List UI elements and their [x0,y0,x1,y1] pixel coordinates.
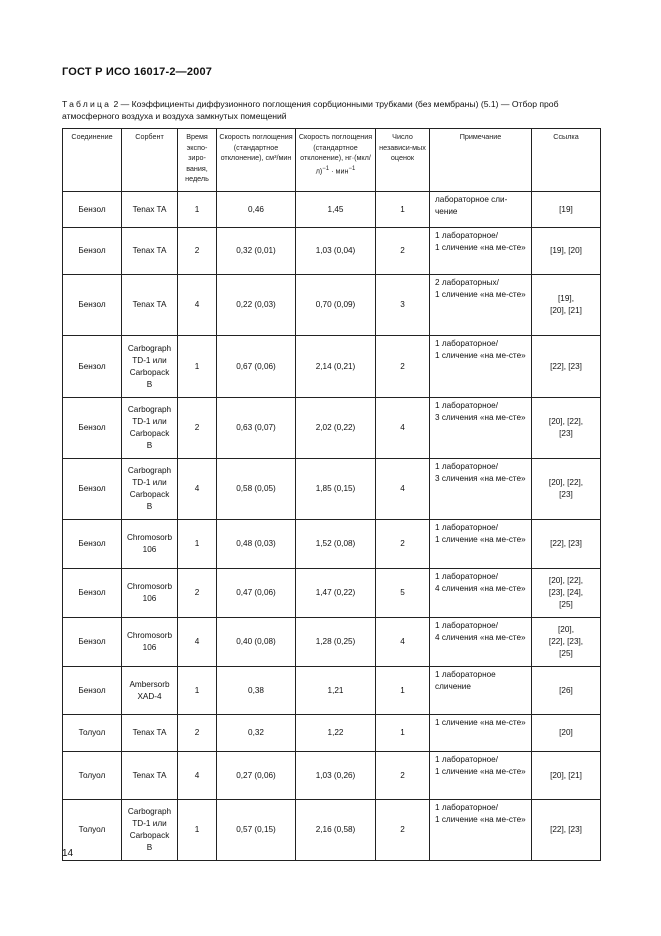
table-row [63,228,601,275]
cell-compound: Толуол [63,715,122,752]
cell-uptake-rate-cm3: 0,32 [217,715,296,752]
cell-uptake-rate-cm3: 0,38 [217,667,296,715]
cell-note: 1 лабораторное/ 1 сличение «на ме-сте» [430,800,532,861]
cell-uptake-rate-ng: 2,14 (0,21) [296,336,376,398]
col-header-sorbent: Сорбент [122,129,178,192]
cell-compound: Бензол [63,459,122,520]
cell-exposure-time: 2 [178,715,217,752]
cell-independent-estimates: 5 [376,569,430,618]
col-header-uptake-rate-cm3: Скорость поглощения (стандартное отклонение), см³/мин [217,129,296,192]
cell-sorbent: Carbograph TD-1 или Carbopack B [122,800,178,861]
cell-independent-estimates: 2 [376,228,430,275]
table-row [63,336,601,398]
table-row [63,715,601,752]
cell-uptake-rate-ng: 1,45 [296,192,376,228]
col-header-uptake-rate-ng [296,129,376,192]
cell-sorbent: Tenax TA [122,228,178,275]
cell-independent-estimates: 4 [376,398,430,459]
cell-reference: [20], [22], [23] [532,459,601,520]
cell-uptake-rate-ng: 1,03 (0,26) [296,752,376,800]
cell-compound: Бензол [63,398,122,459]
cell-independent-estimates: 2 [376,520,430,569]
cell-uptake-rate-ng: 1,21 [296,667,376,715]
cell-note: 1 лабораторное/ 3 сличения «на ме-сте» [430,398,532,459]
cell-compound: Бензол [63,192,122,228]
cell-note: 2 лабораторных/ 1 сличение «на ме-сте» [430,275,532,336]
cell-note: 1 лабораторное/ 1 сличение «на ме-сте» [430,228,532,275]
cell-reference: [20], [22], [23], [25] [532,618,601,667]
cell-note: 1 лабораторное/ 1 сличение «на ме-сте» [430,752,532,800]
cell-uptake-rate-ng: 1,22 [296,715,376,752]
uptake-rate-ng-min: · мин [329,165,349,175]
cell-note: 1 сличение «на ме-сте» [430,715,532,752]
cell-exposure-time: 4 [178,618,217,667]
col-header-exposure-time: Время экспо-зиро-вания, недель [178,129,217,192]
table-row [63,398,601,459]
cell-sorbent: Ambersorb XAD-4 [122,667,178,715]
cell-independent-estimates: 1 [376,715,430,752]
cell-exposure-time: 1 [178,336,217,398]
cell-sorbent: Chromosorb 106 [122,569,178,618]
cell-uptake-rate-cm3: 0,46 [217,192,296,228]
table-row [63,192,601,228]
caption-label: Таблица [62,99,112,109]
cell-uptake-rate-cm3: 0,27 (0,06) [217,752,296,800]
cell-sorbent: Tenax TA [122,192,178,228]
cell-compound: Бензол [63,520,122,569]
cell-compound: Толуол [63,800,122,861]
cell-note: 1 лабораторное/ 4 сличения «на ме-сте» [430,618,532,667]
cell-note: 1 лабораторное/ 1 сличение «на ме-сте» [430,336,532,398]
cell-uptake-rate-ng: 2,02 (0,22) [296,398,376,459]
table-row [63,752,601,800]
cell-independent-estimates: 1 [376,667,430,715]
cell-note: 1 лабораторное/ 1 сличение «на ме-сте» [430,520,532,569]
uptake-rate-ng-exp1: −1 [322,165,330,172]
cell-sorbent: Chromosorb 106 [122,520,178,569]
cell-reference: [22], [23] [532,800,601,861]
cell-exposure-time: 2 [178,228,217,275]
cell-sorbent: Tenax TA [122,752,178,800]
cell-independent-estimates: 2 [376,336,430,398]
cell-uptake-rate-cm3: 0,47 (0,06) [217,569,296,618]
cell-uptake-rate-ng: 1,03 (0,04) [296,228,376,275]
cell-reference: [26] [532,667,601,715]
diffusive-uptake-table [62,128,601,861]
cell-exposure-time: 1 [178,800,217,861]
cell-compound: Бензол [63,336,122,398]
cell-independent-estimates: 4 [376,459,430,520]
cell-uptake-rate-cm3: 0,32 (0,01) [217,228,296,275]
caption-text: 2 — Коэффициенты диффузионного поглощения сорбционными трубками (без мембраны) (5.1) — Отбор проб атмосферного воздуха и воздуха замкнутых помещений [62,99,559,121]
cell-reference: [20], [22], [23] [532,398,601,459]
cell-uptake-rate-ng: 2,16 (0,58) [296,800,376,861]
cell-exposure-time: 4 [178,275,217,336]
cell-independent-estimates: 3 [376,275,430,336]
cell-uptake-rate-cm3: 0,63 (0,07) [217,398,296,459]
table-caption [62,98,602,122]
cell-exposure-time: 1 [178,667,217,715]
cell-reference: [20] [532,715,601,752]
col-header-compound: Соединение [63,129,122,192]
cell-uptake-rate-cm3: 0,57 (0,15) [217,800,296,861]
cell-independent-estimates: 2 [376,752,430,800]
cell-uptake-rate-cm3: 0,40 (0,08) [217,618,296,667]
col-header-independent-estimates: Число независи-мых оценок [376,129,430,192]
cell-sorbent: Tenax TA [122,715,178,752]
cell-reference: [22], [23] [532,520,601,569]
cell-compound: Бензол [63,667,122,715]
table-row [63,275,601,336]
cell-compound: Толуол [63,752,122,800]
table-row [63,569,601,618]
uptake-rate-ng-text: Скорость поглощения (стандартное отклонение), нг·(мкл/л) [298,132,373,175]
cell-uptake-rate-cm3: 0,48 (0,03) [217,520,296,569]
cell-reference: [19], [20], [21] [532,275,601,336]
cell-note: лабораторное сли-чение [430,192,532,228]
cell-sorbent: Carbograph TD-1 или Carbopack B [122,398,178,459]
table-row [63,459,601,520]
cell-uptake-rate-ng: 1,28 (0,25) [296,618,376,667]
cell-independent-estimates: 2 [376,800,430,861]
cell-compound: Бензол [63,228,122,275]
cell-sorbent: Carbograph TD-1 или Carbopack B [122,336,178,398]
cell-uptake-rate-cm3: 0,58 (0,05) [217,459,296,520]
table-row [63,667,601,715]
cell-sorbent: Chromosorb 106 [122,618,178,667]
cell-independent-estimates: 1 [376,192,430,228]
cell-note: 1 лабораторное/ 4 сличения «на ме-сте» [430,569,532,618]
cell-uptake-rate-cm3: 0,22 (0,03) [217,275,296,336]
page-number: 14 [62,848,74,859]
cell-exposure-time: 4 [178,752,217,800]
col-header-note: Примечание [430,129,532,192]
cell-compound: Бензол [63,618,122,667]
cell-note: 1 лабораторное/ 3 сличения «на ме-сте» [430,459,532,520]
cell-exposure-time: 1 [178,520,217,569]
cell-reference: [20], [22], [23], [24], [25] [532,569,601,618]
table-row [63,618,601,667]
cell-uptake-rate-cm3: 0,67 (0,06) [217,336,296,398]
document-title: ГОСТ Р ИСО 16017-2—2007 [62,66,213,78]
cell-uptake-rate-ng: 1,85 (0,15) [296,459,376,520]
cell-exposure-time: 2 [178,398,217,459]
cell-sorbent: Tenax TA [122,275,178,336]
table-row [63,800,601,861]
cell-exposure-time: 1 [178,192,217,228]
cell-uptake-rate-ng: 1,52 (0,08) [296,520,376,569]
cell-note: 1 лабораторное сличение [430,667,532,715]
cell-reference: [22], [23] [532,336,601,398]
cell-independent-estimates: 4 [376,618,430,667]
cell-exposure-time: 4 [178,459,217,520]
cell-reference: [20], [21] [532,752,601,800]
cell-uptake-rate-ng: 1,47 (0,22) [296,569,376,618]
table-body [63,192,601,861]
cell-uptake-rate-ng: 0,70 (0,09) [296,275,376,336]
cell-compound: Бензол [63,569,122,618]
cell-reference: [19], [20] [532,228,601,275]
cell-sorbent: Carbograph TD-1 или Carbopack B [122,459,178,520]
cell-exposure-time: 2 [178,569,217,618]
cell-compound: Бензол [63,275,122,336]
table-row [63,520,601,569]
col-header-reference: Ссылка [532,129,601,192]
uptake-rate-ng-exp2: −1 [348,165,356,172]
cell-reference: [19] [532,192,601,228]
